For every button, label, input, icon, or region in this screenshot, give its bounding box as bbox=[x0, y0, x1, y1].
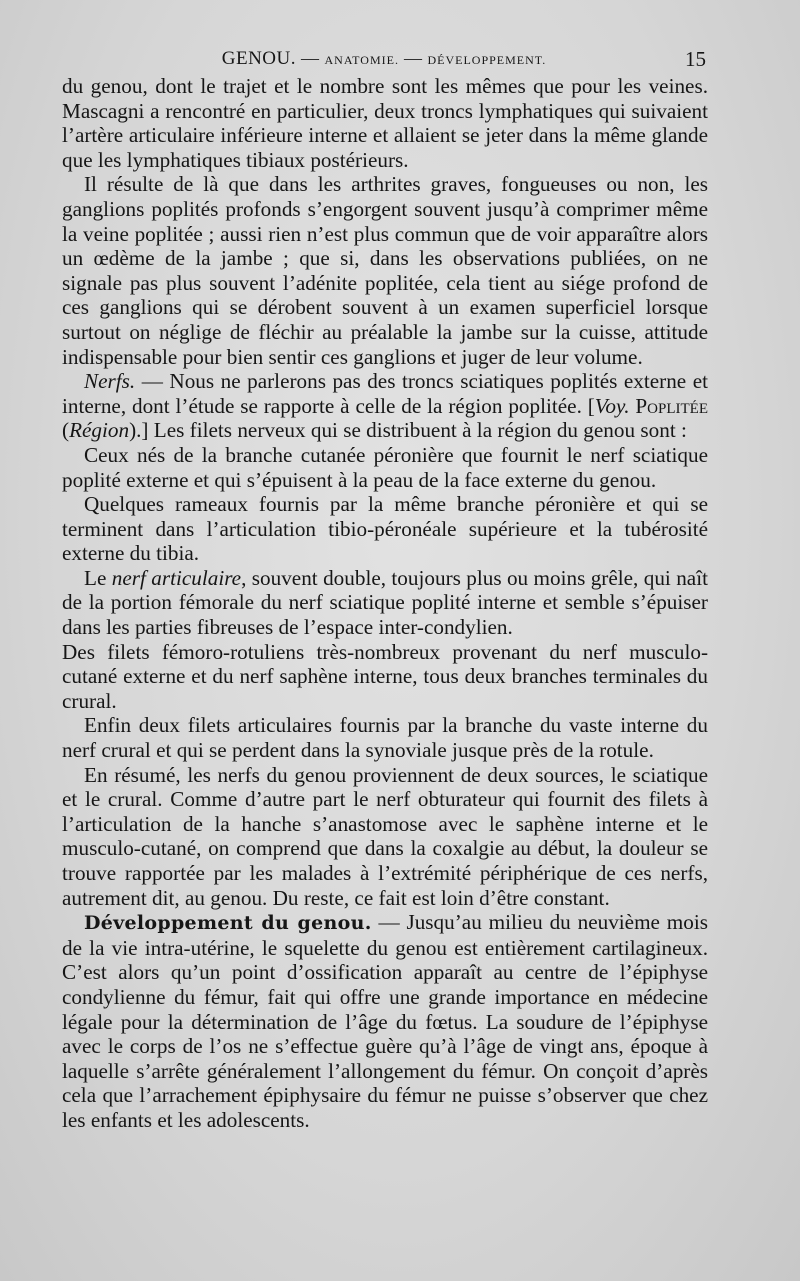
paragraph-developpement bbox=[62, 910, 708, 1132]
paragraph-lymphatics: du genou, dont le trajet et le nombre sont les mêmes que pour les veines. Mascagni a rencontré en particulier, deux troncs lymphatiques qui suivaient l’artère articulaire inférieure interne et allaient se jeter dans la même glande que les lymphatiques tibiaux postérieurs. bbox=[62, 74, 708, 172]
nerfs-label: Nerfs. bbox=[84, 369, 136, 394]
paragraph-resume: En résumé, les nerfs du genou proviennent de deux sources, le sciatique et le crural. Comme d’autre part le nerf obturateur qui fournit des filets à l’articulation de la hanche s’anastomose avec le saphène interne et le musculo-cutané, on comprend que dans la coxalgie au début, la douleur se trouve rapportée par les malades à l’extrémité périphérique de ces nerfs, autrement dit, au genou. Du reste, ce fait est loin d’être constant. bbox=[62, 762, 708, 910]
header-dash-1: — bbox=[296, 48, 325, 68]
developpement-heading: Développement du genou. bbox=[84, 912, 372, 935]
header-title bbox=[62, 48, 706, 70]
voy-italic: Voy. bbox=[594, 393, 630, 418]
region-italic: Région bbox=[69, 418, 130, 443]
paragraph-nerfs bbox=[62, 369, 708, 443]
nerfs-text-b: ( bbox=[62, 418, 70, 443]
paragraph-cutanee: Ceux nés de la branche cutanée péronière que fournit le nerf sciatique poplité externe et qui s’épuisent à la peau de la face externe du genou. bbox=[62, 442, 708, 492]
page-number: 15 bbox=[685, 47, 706, 71]
articulaire-text-a: Le bbox=[84, 565, 112, 590]
nerf-articulaire-italic: nerf articulaire bbox=[111, 565, 242, 590]
nerfs-text-a: — Nous ne parlerons pas des troncs sciatiques poplités externe et interne, dont l’étude se rapporte à celle de la région poplitée. [ bbox=[62, 369, 708, 418]
paragraph-rameaux: Quelques rameaux fournis par la même branche péronière et qui se terminent dans l’articulation tibio-péronéale supérieure et la tubérosité externe du tibia. bbox=[62, 492, 708, 566]
developpement-text: — Jusqu’au milieu du neuvième mois de la vie intra-utérine, le squelette du genou est entièrement cartilagineux. C’est alors qu’un point d’ossification apparaît au centre de l’épiphyse condylienne du fémur, fait qui offre une grande importance en médecine légale pour la détermination de l’âge du fœtus. La soudure de l’épiphyse avec le corps de l’os ne s’effectue guère qu’à l’âge de vingt ans, époque à laquelle s’arrête généralement l’allongement du fémur. On conçoit d’après cela que l’arrachement épiphysaire du fémur ne puisse s’observer que chez les enfants et les adolescents. bbox=[62, 910, 708, 1132]
articulaire-text-b: , souvent double, toujours plus ou moins grêle, qui naît de la portion fémorale du nerf sciatique poplité interne et semble s’épuiser dans les parties fibreuses de l’espace inter-condylien. bbox=[62, 565, 708, 640]
header-genou: GENOU. bbox=[221, 48, 296, 69]
header-dash-2: — bbox=[398, 48, 428, 68]
poplitee-smallcaps: Poplitée bbox=[629, 393, 708, 418]
header-anatomie: ANATOMIE. bbox=[324, 53, 399, 67]
paragraph-nerf-articulaire bbox=[62, 566, 708, 640]
header-developpement: DÉVELOPPEMENT. bbox=[427, 53, 547, 67]
page-body bbox=[62, 74, 708, 1133]
paragraph-femoro-rotuliens: Des filets fémoro-rotuliens très-nombreux provenant du nerf musculo-cutané externe et du nerf saphène interne, tous deux branches terminales du crural. bbox=[62, 639, 708, 713]
paragraph-arthritis: Il résulte de là que dans les arthrites graves, fongueuses ou non, les ganglions poplités profonds s’engorgent souvent jusqu’à comprimer même la veine poplitée ; aussi rien n’est plus commun que de voir apparaître alors un œdème de la jambe ; que si, dans les observations publiées, on ne signale pas plus souvent l’adénite poplitée, cela tient au siége profond de ces ganglions qui se dérobent souvent à un examen superficiel lorsque surtout on néglige de fléchir au préalable la jambe sur la cuisse, attitude indispensable pour bien sentir ces ganglions et juger de leur volume. bbox=[62, 172, 708, 369]
nerfs-text-c: ).] Les filets nerveux qui se distribuent à la région du genou sont : bbox=[129, 418, 687, 443]
running-header bbox=[62, 44, 706, 74]
paragraph-vaste-interne: Enfin deux filets articulaires fournis par la branche du vaste interne du nerf crural et qui se perdent dans la synoviale jusque près de la rotule. bbox=[62, 713, 708, 763]
